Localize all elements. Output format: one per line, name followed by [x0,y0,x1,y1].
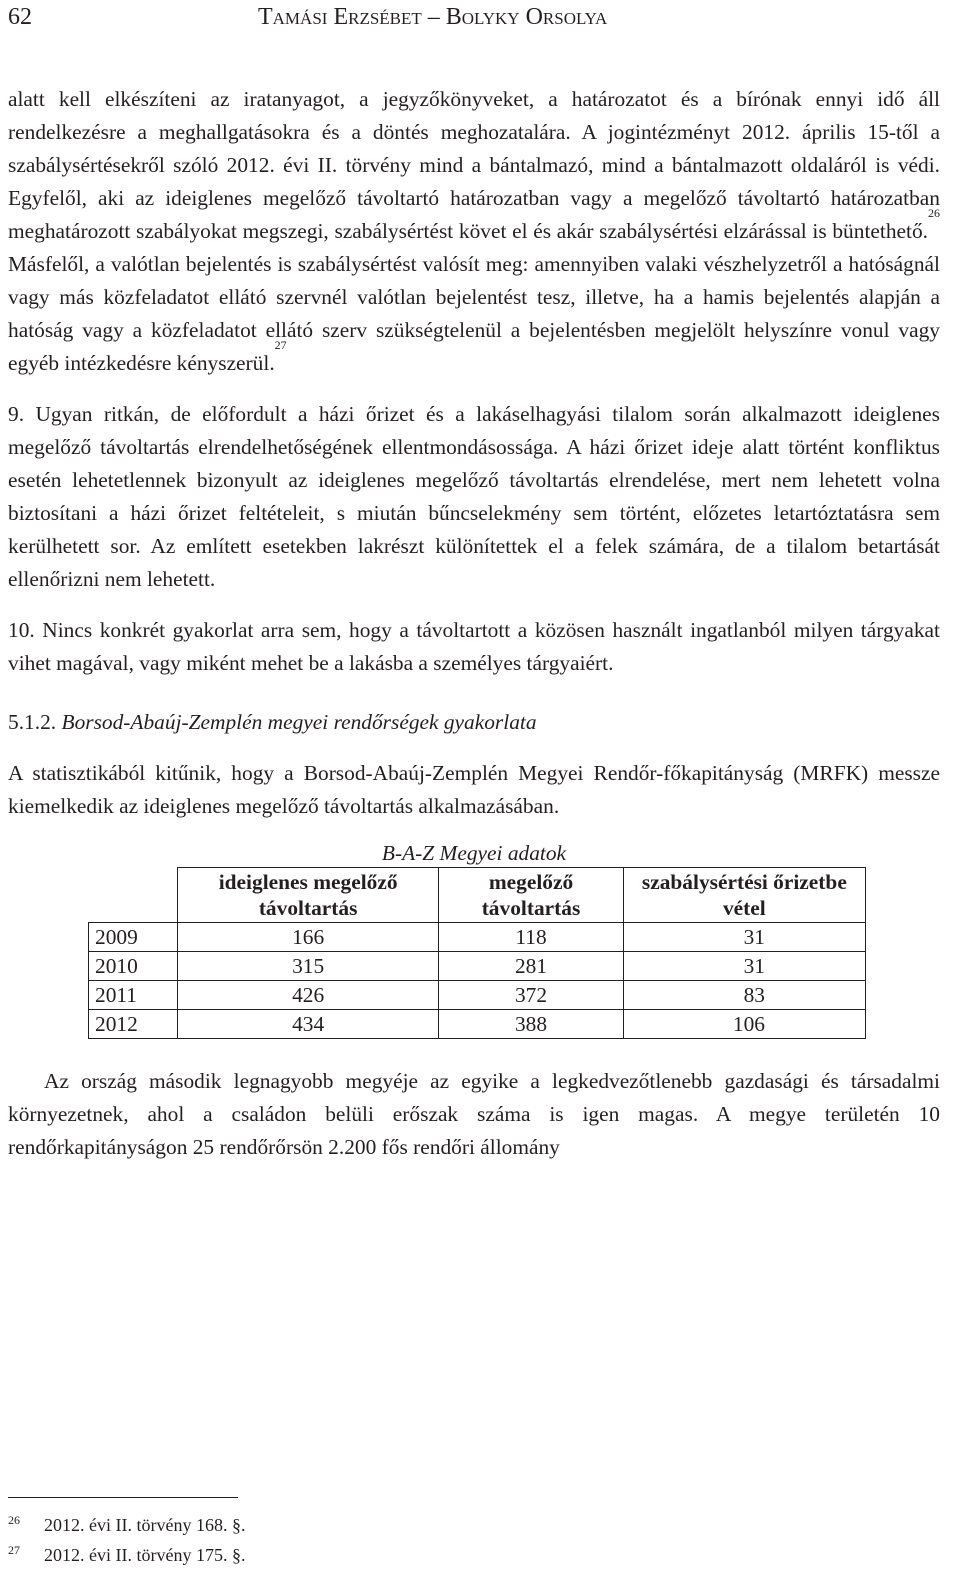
table-cell-year: 2012 [89,1010,178,1039]
table-cell: 426 [178,981,439,1010]
table-caption: B-A-Z Megyei adatok [381,841,567,865]
running-head-authors: Tamási Erzsébet – Bolyky Orsolya [258,4,608,30]
footnote-number: 27 [8,1543,20,1557]
table-cell: 118 [439,923,623,952]
footnote-text: 2012. évi II. törvény 168. §. [44,1515,246,1535]
paragraph-3: 10. Nincs konkrét gyakorlat arra sem, hogy a távoltartott a közösen használt ingatlanból milyen tárgyakat vihet magával, vagy miként mehet be a lakásba a személyes tárgyaiért. [8,618,940,675]
footnote-ref-27[interactable]: 27 [274,338,287,352]
table-cell-year: 2011 [89,981,178,1010]
footnote-26 [8,1510,940,1540]
table-header-cell: szabálysértési őrizetbe vétel [623,868,865,923]
table-cell: 281 [439,952,623,981]
table-header-cell: ideiglenes megelőző távoltartás [178,868,439,923]
section-title: Borsod-Abaúj-Zemplén megyei rendőrségek gyakorlata [61,710,537,734]
table-cell: 166 [178,923,439,952]
table-cell: 434 [178,1010,439,1039]
statistics-table-block [8,839,940,1039]
paragraph-5: Az ország második legnagyobb megyéje az egyike a legkedvezőtlenebb gazdasági és társadalmi környezetnek, ahol a családon belüli erőszak száma is igen magas. A megye területén 10 rendőrkapitányságon 25 rendőrőrsön 2.200 fős rendőri állomány [8,1069,940,1159]
table-cell: 106 [623,1010,865,1039]
footnote-ref-26[interactable]: 26 [928,206,940,220]
table-cell-year: 2009 [89,923,178,952]
table-cell: 372 [439,981,623,1010]
paragraph-1-text-b: Másfelől, a valótlan bejelentés is szabálysértést valósít meg: amennyiben valaki vészhelyzetről a hatóságnál vagy más közfeladatot ellátó szervnél valótlan bejelentést tesz, illetve, ha a hamis bejelentés alapján a hatóság vagy a közfeladatot ellátó szerv szükségtelenül a bejelentésben megjelölt helyszínre vonul vagy egyéb intézkedésre kényszerül. [8,252,940,375]
paragraph-4: A statisztikából kitűnik, hogy a Borsod-Abaúj-Zemplén Megyei Rendőr-főkapitányság (MRFK) messze kiemelkedik az ideiglenes megelőző távoltartás alkalmazásában. [8,761,940,818]
table-cell: 388 [439,1010,623,1039]
table-cell: 31 [623,952,865,981]
paragraph-1 [8,83,940,380]
table-cell: 31 [623,923,865,952]
page-body [8,83,940,1164]
footnote-27 [8,1540,940,1570]
table-header-row [89,868,866,923]
footnote-divider [8,1497,238,1498]
table-row [89,952,866,981]
section-heading [8,706,940,739]
table-cell: 315 [178,952,439,981]
table-cell: 83 [623,981,865,1010]
table-row [89,981,866,1010]
footnote-text: 2012. évi II. törvény 175. §. [44,1545,246,1565]
footnotes [8,1497,940,1570]
paragraph-2: 9. Ugyan ritkán, de előfordult a házi őrizet és a lakáselhagyási tilalom során alkalmazott ideiglenes megelőző távoltartás elrendelhetőségének ellentmondásossága. A házi őrizet ideje alatt történt konfliktus esetén lehetetlennek bizonyult az ideiglenes megelőző távoltartás elrendelése, mert nem lehetett volna biztosítani a házi őrizet feltételeit, s miután bűncselekmény sem történt, előzetes letartóztatásra sem kerülhetett sor. Az említett esetekben lakrészt különítettek el a felek számára, de a tilalom betartását ellenőrizni nem lehetett. [8,402,940,591]
table-row [89,1010,866,1039]
table-cell-year: 2010 [89,952,178,981]
section-number: 5.1.2. [8,710,57,734]
table-header-cell: megelőző távoltartás [439,868,623,923]
page-number: 62 [8,4,32,30]
paragraph-1-text-a: alatt kell elkészíteni az iratanyagot, a jegyzőkönyveket, a határozatot és a bírónak ennyi idő áll rendelkezésre a meghallgatásokra és a döntés meghozatalára. A jogintézményt 2012. április 15-től a szabálysértésekről szóló 2012. évi II. törvény mind a bántalmazó, mind a bántalmazott oldaláról is védi. Egyfelől, aki az ideiglenes megelőző távoltartó határozatban vagy a megelőző távoltartó határozatban meghatározott szabályokat megszegi, szabálysértést követ el és akár szabálysértési elzárással is büntethető. [8,87,940,243]
table-corner-cell [89,868,178,923]
page-header [8,2,607,32]
footnote-number: 26 [8,1513,20,1527]
statistics-table [88,867,866,1039]
table-row [89,923,866,952]
